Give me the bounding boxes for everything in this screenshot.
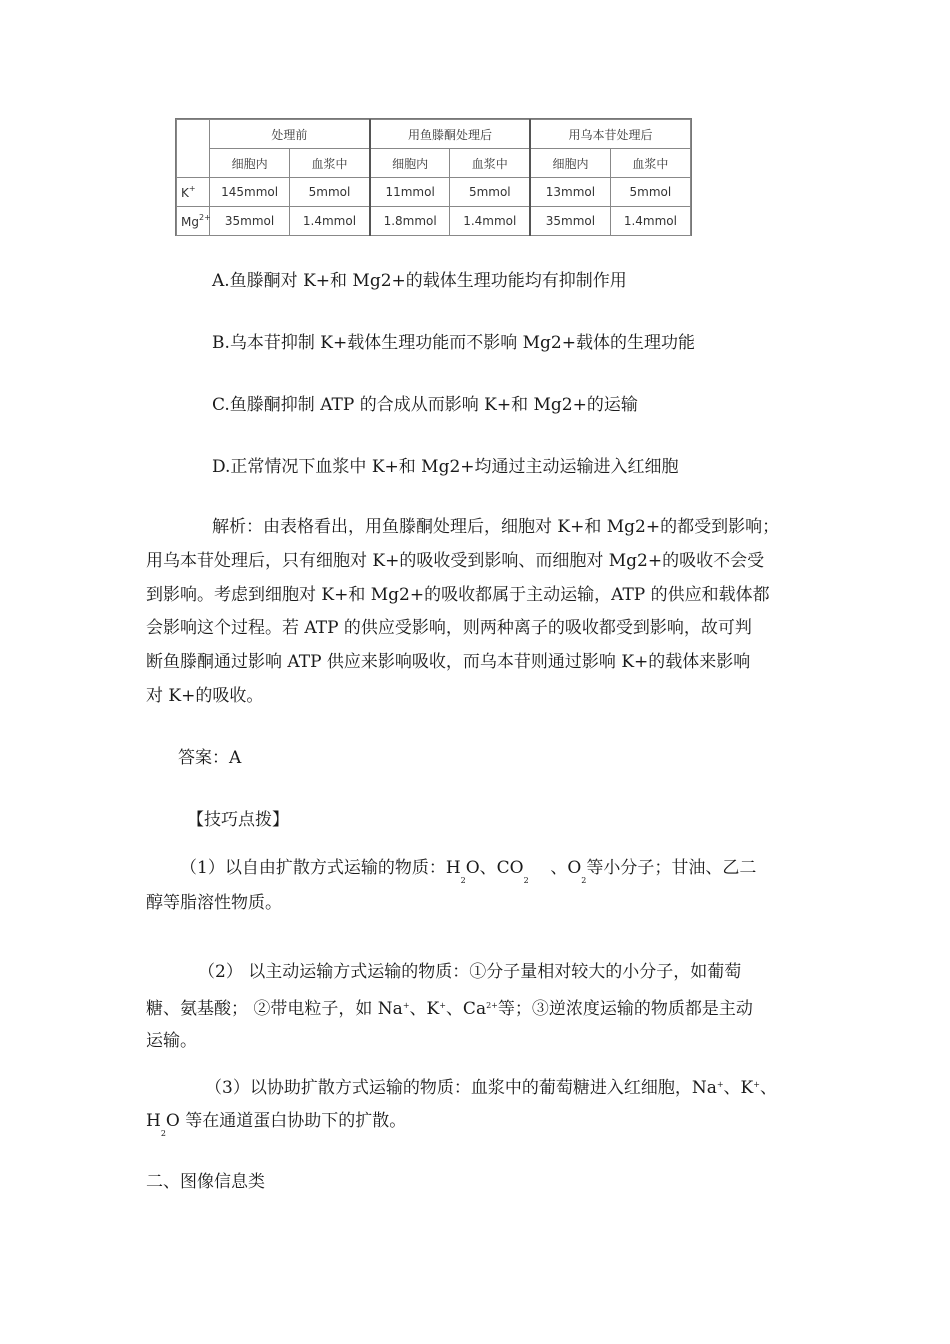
sub-header: 血浆中 [450, 149, 530, 178]
analysis-line: 会影响这个过程。若 ATP 的供应受影响，则两种离子的吸收都受到影响，故可判 [146, 618, 752, 638]
tip-3-line: （3）以协助扩散方式运输的物质：血浆中的葡萄糖进入红细胞，Na+、K+、 [205, 1078, 777, 1098]
corner-cell [177, 120, 210, 178]
table-cell: 5mmol [450, 178, 530, 207]
option-a: A.鱼滕酮对 K+和 Mg2+的载体生理功能均有抑制作用 [212, 271, 627, 291]
table-cell: 1.4mmol [290, 207, 370, 236]
option-b: B.乌本苷抑制 K+载体生理功能而不影响 Mg2+载体的生理功能 [212, 333, 695, 353]
section-title: 二、图像信息类 [146, 1172, 265, 1192]
table-cell: 5mmol [290, 178, 370, 207]
analysis-line: 解析：由表格看出，用鱼滕酮处理后，细胞对 K+和 Mg2+的都受到影响； [212, 517, 780, 537]
group-header: 处理前 [210, 120, 370, 149]
tip-3-line-2: $H_2O$ 等在通道蛋白协助下的扩散。 [146, 1111, 407, 1138]
table-cell: 13mmol [530, 178, 610, 207]
analysis-line: 断鱼滕酮通过影响 ATP 供应来影响吸收，而乌本苷则通过影响 K+的载体来影响 [146, 652, 751, 672]
table-cell: 1.4mmol [610, 207, 690, 236]
table-cell: 5mmol [610, 178, 690, 207]
sub-header: 血浆中 [610, 149, 690, 178]
option-d: D.正常情况下血浆中 K+和 Mg2+均通过主动运输进入红细胞 [212, 457, 679, 477]
tip-2-line-2: 糖、氨基酸； ②带电粒子，如 Na+、K+、$Ca^{2+}$等；③逆浓度运输的物质都是主动 [146, 999, 753, 1019]
data-table [175, 118, 692, 236]
table-cell: 1.8mmol [370, 207, 450, 236]
table-row [177, 178, 691, 207]
option-c: C.鱼滕酮抑制 ATP 的合成从而影响 K+和 Mg2+的运输 [212, 395, 638, 415]
tip-2-line: （2） 以主动运输方式运输的物质：①分子量相对较大的小分子，如葡萄 [198, 962, 742, 982]
table-cell: 35mmol [210, 207, 290, 236]
analysis-line: 到影响。考虑到细胞对 K+和 Mg2+的吸收都属于主动运输，ATP 的供应和载体都 [146, 585, 770, 605]
sub-header: 细胞内 [370, 149, 450, 178]
table-cell: 11mmol [370, 178, 450, 207]
tips-title: 【技巧点拨】 [187, 810, 289, 830]
tip-1-line-2: 醇等脂溶性物质。 [146, 893, 282, 913]
sub-header: 血浆中 [290, 149, 370, 178]
row-label: $Mg^{2+}$ [177, 207, 210, 236]
tip-2-line-3: 运输。 [146, 1031, 197, 1051]
analysis-line: 对 K+的吸收。 [146, 686, 264, 706]
sub-header: 细胞内 [210, 149, 290, 178]
table-cell: 145mmol [210, 178, 290, 207]
table-row [177, 207, 691, 236]
sub-header: 细胞内 [530, 149, 610, 178]
answer: 答案：A [178, 748, 242, 768]
table-cell: 1.4mmol [450, 207, 530, 236]
group-header: 用鱼滕酮处理后 [370, 120, 530, 149]
tip-1-line: （1）以自由扩散方式运输的物质：$H_2O$、$CO_2$ 、$O_2$等小分子；甘油、乙二 [180, 858, 757, 885]
group-header: 用乌本苷处理后 [530, 120, 690, 149]
analysis-line: 用乌本苷处理后，只有细胞对 K+的吸收受到影响、而细胞对 Mg2+的吸收不会受 [146, 551, 765, 571]
table-cell: 35mmol [530, 207, 610, 236]
row-label: K+ [177, 178, 210, 207]
